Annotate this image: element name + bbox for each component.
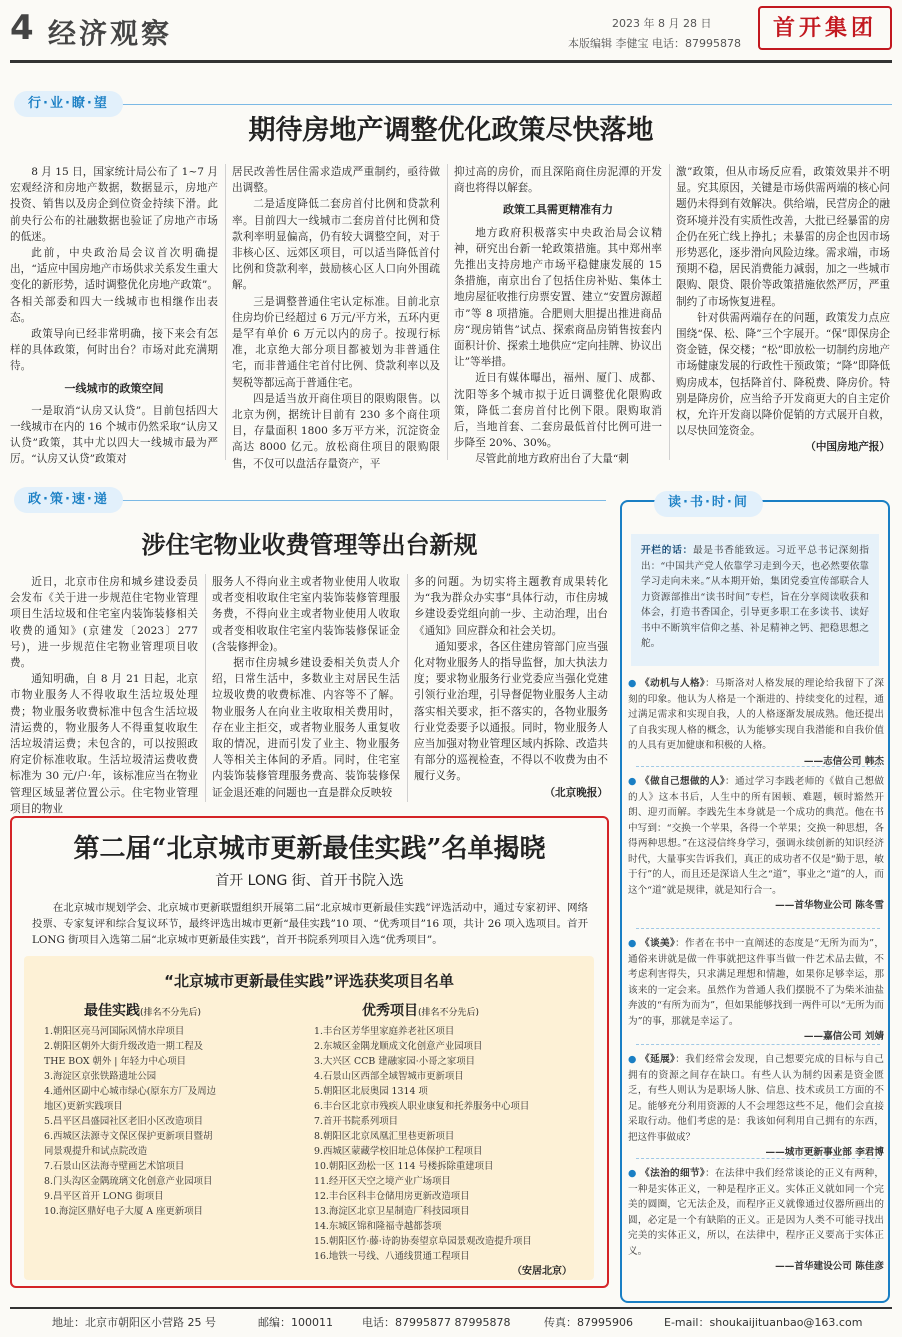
- article1-section-tag: 行·业·瞭·望: [14, 91, 123, 117]
- column-divider: [669, 164, 670, 460]
- footer-fax: 传真：87995906: [544, 1316, 633, 1329]
- footer-postcode: 邮编：100011: [258, 1316, 333, 1329]
- feature-subheadline: 首开 LONG 街、首开书院入选: [215, 873, 404, 889]
- award-list-item: 16.地铁一号线、八通线贯通工程项目: [314, 1251, 470, 1262]
- column-divider: [447, 164, 448, 460]
- review-separator: [636, 766, 880, 767]
- award-list-item: 1.丰台区芳华里家庭养老社区项目: [314, 1026, 455, 1037]
- award-list-item: 同景观提升和试点院改造: [44, 1146, 148, 1157]
- feature-source: （安居北京）: [512, 1266, 572, 1277]
- paragraph: 多的问题。为切实将主题教育成果转化为“我为群众办实事”具体行动，市住房城乡建设委党组向前一步、主动治理，出台《通知》回应群众和社会关切。: [414, 576, 608, 637]
- excellent-project-list: [314, 1024, 590, 1264]
- best-heading-text: 最佳实践: [84, 1003, 140, 1019]
- paragraph: 政策导向已经非常明确，接下来会有怎样的具体政策，何时出台？市场对此充满期待。: [10, 328, 218, 373]
- reading-section-tag: 读·书·时·间: [654, 491, 763, 517]
- award-list-item: 11.经开区天空之境产业广场项目: [314, 1176, 451, 1187]
- article-source: （中国房地产报）: [805, 441, 890, 454]
- award-list-item: 4.石景山区西部全域智城市更新项目: [314, 1071, 464, 1082]
- award-list-item: 6.丰台区北京市残疾人职业康复和托养服务中心项目: [314, 1101, 530, 1112]
- paragraph: 据市住房城乡建设委相关负责人介绍，日常生活中，多数业主对居民生活垃圾收费的收费标准、内容等不了解。物业服务人在向业主收取相关费用时，存在业主拒交，或者物业服务人重复收取的情况，进而引发了业主、物业服务人等相关主体间的矛盾。同时，住宅室内装饰装修管理服务费高、装饰装修保证金退还难的问题也一直是群众反映较: [212, 657, 400, 799]
- award-list-item: 13.海淀区北京卫星制造厂科技园项目: [314, 1206, 470, 1217]
- award-list-item: 1.朝阳区亮马河国际风情水岸项目: [44, 1026, 185, 1037]
- book-review: [628, 676, 884, 769]
- bullet-icon: ●: [628, 938, 637, 949]
- review-separator: [636, 928, 880, 929]
- award-list-item: 6.西城区法源寺文保区保护更新项目暨胡: [44, 1131, 213, 1142]
- paragraph: 近日，北京市住房和城乡建设委员会发布《关于进一步规范住宅物业管理项目生活垃圾和住宅室内装饰装修相关收费的通知》(京建发〔2023〕277 号)，进一步规范住宅物业管理项目收费。: [10, 576, 198, 670]
- review-author: ——城市更新事业部 李君博: [765, 1147, 884, 1158]
- review-text: ：作者在书中一直阐述的态度是“无所为而为”，通俗来讲就是做一件事就把这件事当做一件艺术品去做，不考虑利害得失，只求满足理想和情趣，如果你足够幸运，那该来的一定会来。虽然作为普通人我们摆脱不了为柴米油盐奔波的“有所为而为”，但如果能够找到一两件可以“无所为而为”的事，那就是幸运了。: [628, 938, 884, 1027]
- book-title: 《谈美》: [640, 938, 676, 949]
- article2-section-tag: 政·策·速·递: [14, 487, 123, 513]
- tag-divider: [120, 104, 892, 105]
- editor-info: 本版编辑 李健宝 电话：87995878: [568, 37, 741, 50]
- column-intro: [631, 534, 879, 666]
- paragraph: 二是适度降低二套房首付比例和贷款利率。目前四大一线城市二套房首付比例和贷款利率明显偏高，仍有较大调整空间，对于非核心区、远郊区项目，可以适当降低首付比例和贷款利率，鼓励核心区人口向外围疏解。: [232, 198, 440, 292]
- bullet-icon: ●: [628, 1054, 637, 1065]
- book-title: 《动机与人格》: [640, 678, 706, 689]
- paragraph: 通知要求，各区住建房管部门应当强化对物业服务人的指导监督，加大执法力度；要求物业服务行业党委应当强化党建引领行业治理，引导督促物业服务人主动落实相关要求，拒不落实的，各物业服务行业党委要予以通报。同时，物业服务人应当加强对物业管理区域内拆除、改造共有部分的巡视检查，不得以不收费为由不履行义务。: [414, 640, 608, 783]
- award-list-item: 9.西城区蒙藏学校旧址总体保护工程项目: [314, 1146, 483, 1157]
- bullet-icon: ●: [628, 678, 637, 689]
- paragraph: 激”政策，但从市场反应看，政策效果并不明显。究其原因，关键是市场供需两端的核心问题仍未得到有效解决。供给端，民营房企的融资环境并没有实质性改善，大批已经暴雷的房企仍在死亡线上挣扎；未暴雷的房企也因市场形势恶化，逐步滑向风险边缘。需求端，市场预期不稳，居民消费能力减弱，加之一些城市限购、限贷、限价等政策措施依然严厉，严重制约了市场恢复进程。: [676, 166, 890, 308]
- paragraph: 近日有媒体曝出，福州、厦门、成都、沈阳等多个城市拟于近日调整优化限购政策，降低二套房首付比例下限。限购取消后，当地首套、二套房最低首付比例可进一步降至 20%、30%。: [454, 372, 662, 450]
- review-author: ——嘉信公司 刘婧: [803, 1031, 884, 1042]
- section-title: 经济观察: [48, 17, 173, 50]
- paragraph: 针对供需两端存在的问题，政策发力点应围绕“保、松、降”三个字展开。“保”即保房企资金链，保交楼；“松”即放松一切制约房地产市场健康发展的行政性干预政策；“降”即降低购房成本，包括降首付、降税费、降房价。特别是降房价，应当给予开发商更大的自主定价权，允许开发商以降价促销的方式展开自救，以尽快回笼资金。: [676, 311, 890, 438]
- award-list-item: 9.昌平区首开 LONG 街项目: [44, 1191, 164, 1202]
- award-list-item: 4.通州区副中心城市绿心(原东方厂及周边: [44, 1086, 216, 1097]
- feature-headline: 第二届“北京城市更新最佳实践”名单揭晓: [73, 834, 546, 864]
- column-divider: [407, 574, 408, 802]
- excellent-project-heading: [362, 1000, 479, 1020]
- paragraph: 尽管此前地方政府出台了大量“刺: [475, 453, 629, 466]
- award-list-item: 14.东城区锦和隆福寺越都荟项: [314, 1221, 442, 1232]
- footer-email: E-mail：shoukaijituanbao@163.com: [664, 1316, 863, 1329]
- book-review: [628, 1052, 884, 1161]
- footer-address: 地址：北京市朝阳区小营路 25 号: [52, 1316, 216, 1329]
- feature-intro: 在北京城市规划学会、北京城市更新联盟组织开展第二届“北京城市更新最佳实践”评选活动中，通过专家初评、网络投票、专家复评和综合复议环节，最终评选出城市更新“最佳实践”10 项、“优秀项目”16 项，共计 26 项入选项目。首开 LONG 街项目入选第二届“北京城市更新最佳实践”，首开书院系列项目入选“优秀项目”。: [32, 902, 588, 946]
- column-divider: [225, 164, 226, 460]
- paragraph: 8 月 15 日，国家统计局公布了 1~7 月宏观经济和房地产数据，数据显示，房地产投资、销售以及房企到位资金持续下滑。此前央行公布的社融数据也验证了房地产市场的低迷。: [10, 166, 218, 243]
- intro-text: 最是书香能致远。习近平总书记深刻指出：“中国共产党人依靠学习走到今天，也必然要依靠学习走向未来。”从本期开始，集团党委宣传部联合人力资源部推出“读书时间”专栏，旨在分享阅读收获和体会，打造书香国企，引导更多职工在多读书、读好书中不断筑牢信仰之基、补足精神之钙、把稳思想之舵。: [641, 545, 870, 649]
- excellent-heading-text: 优秀项目: [362, 1003, 418, 1019]
- award-list-item: 2.东城区金隅龙顺成文化创意产业园项目: [314, 1041, 483, 1052]
- review-author: ——首华建设公司 陈佳彦: [775, 1261, 884, 1272]
- paragraph: 地方政府积极落实中央政治局会议精神，研究出台新一轮政策措施。其中郑州率先推出支持房地产市场平稳健康发展的 15 条措施，南京出台了包括住房补贴、集体土地房屋征收推行房票安置、建立“安置房源超市”等 8 项措施。合肥则大胆提出推进商品房“现房销售”试点、探索商品房销售按套内面积计价、探索土地供应“定向挂牌、协议出让”等举措。: [454, 226, 662, 369]
- review-author: ——首华物业公司 陈冬雪: [775, 900, 884, 911]
- book-title: 《延展》: [640, 1054, 676, 1065]
- award-list-item: 5.朝阳区北辰奥园 1314 项: [314, 1086, 428, 1097]
- article2-headline: 涉住宅物业收费管理等出台新规: [141, 530, 478, 559]
- best-practice-heading: [84, 1000, 201, 1020]
- paragraph: 四是适当放开商住项目的限购限售。以北京为例，据统计目前有 230 多个商住项目，存量面积 1800 多万平方米，沉淀资金高达 8000 亿元。放松商住项目的限购限售，不仅可以盘活存量资产，平: [232, 392, 440, 470]
- bullet-icon: ●: [628, 1168, 637, 1179]
- bullet-icon: ●: [628, 776, 637, 787]
- newspaper-logo: 首开集团: [758, 6, 892, 50]
- award-list-item: 2.朝阳区朝外大街升级改造一期工程及: [44, 1041, 203, 1052]
- award-list-item: THE BOX 朝外 | 年轻力中心项目: [44, 1056, 186, 1067]
- tag-divider: [120, 500, 606, 501]
- footer-rule: [10, 1307, 892, 1309]
- review-author: ——志信公司 韩杰: [803, 755, 884, 767]
- award-list-item: 3.海淀区京张铁路遗址公园: [44, 1071, 157, 1082]
- excellent-heading-note: (排名不分先后): [418, 1008, 480, 1018]
- review-text: ：在法律中我们经常谈论的正义有两种，一种是实体正义，一种是程序正义。实体正义就如同一个完美的圆圈，它无法企及，而程序正义就像通过仪器所画出的圆，必定是一个有缺陷的正义。正是因为人类不可能寻找出完美的实体正义，所以，在法律中，程序正义要高于实体正义。: [628, 1168, 885, 1257]
- subheading: 一线城市的政策空间: [64, 381, 164, 395]
- article2-column-2: [212, 574, 400, 806]
- article1-column-4: [676, 164, 890, 464]
- review-separator: [636, 1044, 880, 1045]
- intro-label: 开栏的话：: [641, 545, 694, 556]
- paragraph: 三是调整普通住宅认定标准。目前北京住房均价已经超过 6 万元/平方米，五环内更是罕有单价 6 万元以内的房子。按现行标准，北京绝大部分项目都被划为非普通住宅，而非普通住宅首付比例、贷款利率以及契税等都远高于普通住宅。: [232, 295, 440, 389]
- award-list-item: 10.海淀区鼎好电子大厦 A 座更新项目: [44, 1206, 203, 1217]
- book-title: 《做自己想做的人》: [640, 776, 726, 787]
- article-source: （北京晚报）: [544, 786, 608, 799]
- article1-column-2: [232, 164, 440, 470]
- article1-column-1: [10, 164, 218, 464]
- award-list-item: 地区)更新实践项目: [44, 1101, 123, 1112]
- award-list-item: 3.大兴区 CCB 建融家园·小哥之家项目: [314, 1056, 475, 1067]
- header-rule: [10, 60, 892, 63]
- column-divider: [205, 574, 206, 802]
- review-text: ：通过学习李践老师的《做自己想做的人》这本书后，人生中的所有困顿、难题，顿时豁然开朗、迎刃而解。李践先生本身就是一个成功的典范。他在书中写到：“交换一个苹果，各得一个苹果；交换一种思想，各得两种思想。”在这浸信终身学习，强调永续创新的知识经济时代，大量事实告诉我们，真正的成功者不仅是“勤于思，敏于行”的人，而且还是深谙人生之“道”，事业之“道”的人，而这个“道”就是规律，就是知行合一。: [628, 776, 885, 896]
- best-heading-note: (排名不分先后): [140, 1008, 202, 1018]
- award-list-item: 10.朝阳区劲松一区 114 号楼拆除重建项目: [314, 1161, 494, 1172]
- award-list-item: 8.朝阳区北京凤凰汇里巷更新项目: [314, 1131, 455, 1142]
- review-text: ：我们经常会发现，自己想要完成的目标与自己拥有的资源之间存在缺口。有些人认为制约因素是资金匮乏，有些人则认为是职场人脉、信息、技术或员工方面的不足。能够充分利用资源的人不会埋怨这些不足，他们会直接采取行动。他们考虑的是：我该如何利用自己拥有的东西，把这件事做成？: [628, 1054, 885, 1143]
- book-review: [628, 1166, 884, 1275]
- book-review: [628, 774, 884, 914]
- article2-column-3: [414, 574, 608, 806]
- award-list-item: 5.昌平区昌盛园社区老旧小区改造项目: [44, 1116, 203, 1127]
- award-list-title: “北京城市更新最佳实践”评选获奖项目名单: [164, 972, 454, 990]
- award-list-item: 12.丰台区科丰仓储用房更新改造项目: [314, 1191, 470, 1202]
- masthead: [0, 0, 902, 62]
- article1-column-3: [454, 164, 662, 464]
- page-number: 4: [10, 8, 34, 48]
- book-title: 《法治的细节》: [640, 1168, 706, 1179]
- award-list-item: 15.朝阳区竹·藤·诗韵协奏望京阜园景观改造提升项目: [314, 1236, 532, 1247]
- paragraph: 服务人不得向业主或者物业使用人收取或者变相收取住宅室内装饰装修管理服务费，不得向业主或者物业使用人收取或者变相收取住宅室内装饰装修保证金(含装修押金)。: [212, 576, 400, 653]
- article2-column-1: [10, 574, 198, 815]
- footer-phone: 电话：87995877 87995878: [362, 1316, 511, 1329]
- review-separator: [636, 1158, 880, 1159]
- issue-date: 2023 年 8 月 28 日: [612, 17, 712, 30]
- paragraph: 居民改善性居住需求造成严重制约，亟待做出调整。: [232, 166, 440, 195]
- review-text: ：马斯洛对人格发展的理论给我留下了深刻的印象。他认为人格是一个渐进的、持续变化的过程，通过满足需求和实现自我，人的人格逐渐发展成熟。他还提出了自我实现人格的概念，认为能够实现自我潜能和自我价值的人具有更加健康和积极的人格。: [628, 678, 885, 751]
- paragraph: 此前，中央政治局会议首次明确提出，“适应中国房地产市场供求关系发生重大变化的新形势，适时调整优化房地产政策”。各相关部委和四大一线城市也相继作出表态。: [10, 247, 218, 324]
- award-list-item: 8.门头沟区金隅琉璃文化创意产业园项目: [44, 1176, 213, 1187]
- subheading: 政策工具需更精准有力: [503, 203, 613, 217]
- paragraph: 一是取消“认房又认贷”。目前包括四大一线城市在内的 16 个城市仍然采取“认房又认贷”政策，其中尤以四大一线城市最为严厉。“认房又认贷”政策对: [10, 404, 218, 466]
- paragraph: 通知明确，自 8 月 21 日起，北京市物业服务人不得收取生活垃圾处理费；物业服务收费标准中包含生活垃圾清运费的，物业服务人不得重复收取生活垃圾清运费；未包含的，可以按照政府定价标准收取。生活垃圾清运费收费标准为 30 元/户·年，该标准应当在物业管理区域显著位置公示。住宅物业管理项目的物业: [10, 673, 198, 815]
- award-list-item: 7.首开书院系列项目: [314, 1116, 398, 1127]
- best-practice-list: [44, 1024, 302, 1219]
- book-review: [628, 936, 884, 1045]
- article1-headline: 期待房地产调整优化政策尽快落地: [248, 115, 654, 146]
- award-list-item: 7.石景山区法海寺壁画艺术馆项目: [44, 1161, 185, 1172]
- paragraph: 抑过高的房价，而且深陷商住房泥潭的开发商也将得以解套。: [454, 166, 662, 195]
